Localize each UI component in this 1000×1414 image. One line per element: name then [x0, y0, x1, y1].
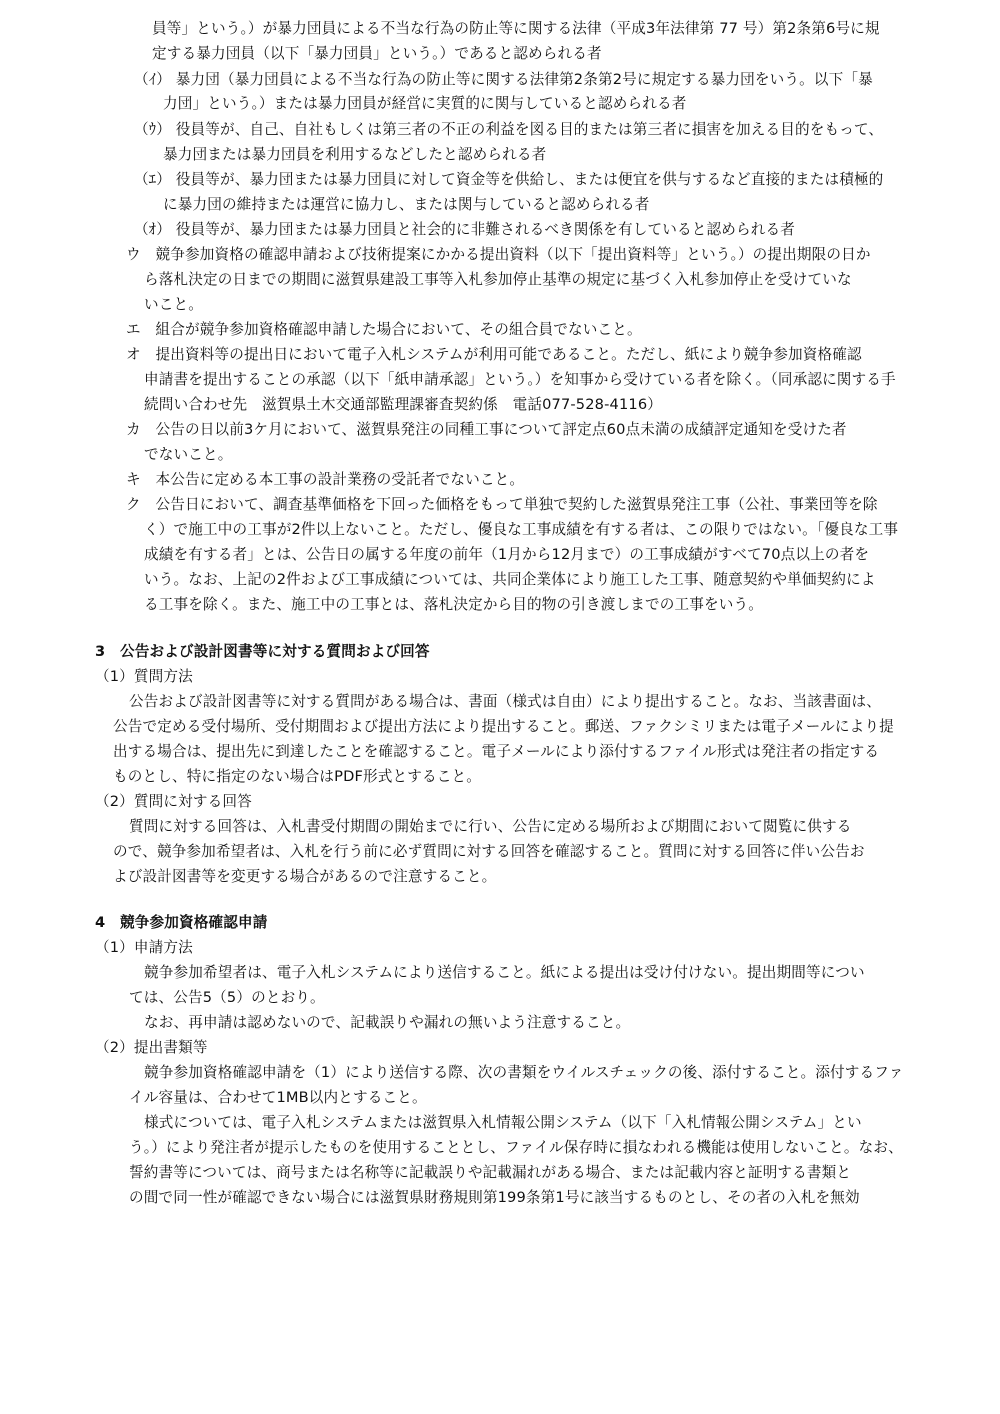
list-item-u: （ｳ） 役員等が、自己、自社もしくは第三者の不正の利益を図る目的または第三者に損害を加える目的をもって、 [134, 121, 884, 138]
subsection-heading: （1）申請方法 [95, 939, 193, 956]
item-ka: カ 公告の日以前3ケ月において、滋賀県発注の同種工事について評定点60点未満の成績評定通知を受けた者 [126, 421, 847, 438]
paragraph-line: よび設計図書等を変更する場合があるので注意すること。 [113, 868, 497, 885]
item-u: ウ 競争参加資格の確認申請および技術提案にかかる提出資料（以下「提出資料等」という。）の提出期限の日か [126, 246, 871, 263]
paragraph-line: 競争参加希望者は、電子入札システムにより送信すること。紙による提出は受け付けない。提出期間等につい [144, 964, 865, 981]
paragraph-line: イル容量は、合わせて1MB以内とすること。 [129, 1089, 427, 1106]
paragraph-line: 出する場合は、提出先に到達したことを確認すること。電子メールにより添付するファイル形式は発注者の指定する [113, 743, 880, 760]
paragraph-line: ので、競争参加希望者は、入札を行う前に必ず質問に対する回答を確認すること。質問に対する回答に伴い公告お [113, 843, 865, 860]
item-ki: キ 本公告に定める本工事の設計業務の受託者でないこと。 [126, 471, 525, 488]
paragraph-line: ては、公告5（5）のとおり。 [129, 989, 325, 1006]
item-o: オ 提出資料等の提出日において電子入札システムが利用可能であること。ただし、紙により競争参加資格確認 [126, 346, 862, 363]
text-line: いこと。 [144, 296, 203, 313]
subsection-heading: （1）質問方法 [95, 668, 193, 685]
paragraph-line: う。）により発注者が提示したものを使用することとし、ファイル保存時に損なわれる機能は使用しないこと。なお、 [129, 1139, 903, 1156]
text-line: ら落札決定の日までの期間に滋賀県建設工事等入札参加停止基準の規定に基づく入札参加停止を受けていな [144, 271, 852, 288]
text-line: 定する暴力団員（以下「暴力団員」という。）であると認められる者 [152, 45, 602, 62]
paragraph-line: 誓約書等については、商号または名称等に記載誤りや記載漏れがある場合、または記載内容と証明する書類と [129, 1164, 852, 1181]
list-item-e: （ｴ） 役員等が、暴力団または暴力団員に対して資金等を供給し、または便宜を供与するなど直接的または積極的 [134, 171, 884, 188]
text-line: 暴力団または暴力団員を利用するなどしたと認められる者 [163, 146, 547, 163]
text-line: に暴力団の維持または運営に協力し、または関与していると認められる者 [163, 196, 650, 213]
item-ku: ク 公告日において、調査基準価格を下回った価格をもって単独で契約した滋賀県発注工事（公社、事業団等を除 [126, 496, 878, 513]
subsection-heading: （2）提出書類等 [95, 1039, 208, 1056]
item-e: エ 組合が競争参加資格確認申請した場合において、その組合員でないこと。 [126, 321, 642, 338]
list-item-o: （ｵ） 役員等が、暴力団または暴力団員と社会的に非難されるべき関係を有していると認められる者 [134, 221, 795, 238]
paragraph-line: の間で同一性が確認できない場合には滋賀県財務規則第199条第1号に該当するものとし、その者の入札を無効 [129, 1189, 860, 1206]
paragraph-line: なお、再申請は認めないので、記載誤りや漏れの無いよう注意すること。 [144, 1014, 631, 1031]
paragraph-line: 様式については、電子入札システムまたは滋賀県入札情報公開システム（以下「入札情報公開システム」とい [144, 1114, 862, 1131]
text-line: 続問い合わせ先 滋賀県土木交通部監理課審査契約係 電話077-528-4116） [144, 396, 663, 413]
subsection-heading: （2）質問に対する回答 [95, 793, 252, 810]
list-item-i: （ｲ） 暴力団（暴力団員による不当な行為の防止等に関する法律第2条第2号に規定する暴力団をいう。以下「暴 [134, 71, 873, 88]
text-line: 成績を有する者」とは、公告日の属する年度の前年（1月から12月まで）の工事成績がすべて70点以上の者を [144, 546, 870, 563]
section-heading-4: 4 競争参加資格確認申請 [95, 914, 268, 931]
text-line: る工事を除く。また、施工中の工事とは、落札決定から目的物の引き渡しまでの工事をいう。 [144, 596, 763, 613]
text-line: く）で施工中の工事が2件以上ないこと。ただし、優良な工事成績を有する者は、この限りではない。「優良な工事 [144, 521, 899, 538]
paragraph-line: 競争参加資格確認申請を（1）により送信する際、次の書類をウイルスチェックの後、添付すること。添付するファ [144, 1064, 904, 1081]
section-heading-3: 3 公告および設計図書等に対する質問および回答 [95, 643, 430, 660]
paragraph-line: ものとし、特に指定のない場合はPDF形式とすること。 [113, 768, 481, 785]
paragraph-line: 質問に対する回答は、入札書受付期間の開始までに行い、公告に定める場所および期間において閲覧に供する [129, 818, 852, 835]
text-line: 申請書を提出することの承認（以下「紙申請承認」という。）を知事から受けている者を除く。（同承認に関する手 [144, 371, 896, 388]
text-line: 力団」という。）または暴力団員が経営に実質的に関与していると認められる者 [163, 95, 687, 112]
text-line: でないこと。 [144, 446, 233, 463]
paragraph-line: 公告および設計図書等に対する質問がある場合は、書面（様式は自由）により提出すること。なお、当該書面は、 [129, 693, 881, 710]
text-line: いう。なお、上記の2件および工事成績については、共同企業体により施工した工事、随意契約や単価契約によ [144, 571, 876, 588]
text-line: 員等」という。）が暴力団員による不当な行為の防止等に関する法律（平成3年法律第 77 号）第2条第6号に規 [152, 20, 880, 37]
paragraph-line: 公告で定める受付場所、受付期間および提出方法により提出すること。郵送、ファクシミリまたは電子メールにより提 [113, 718, 894, 735]
